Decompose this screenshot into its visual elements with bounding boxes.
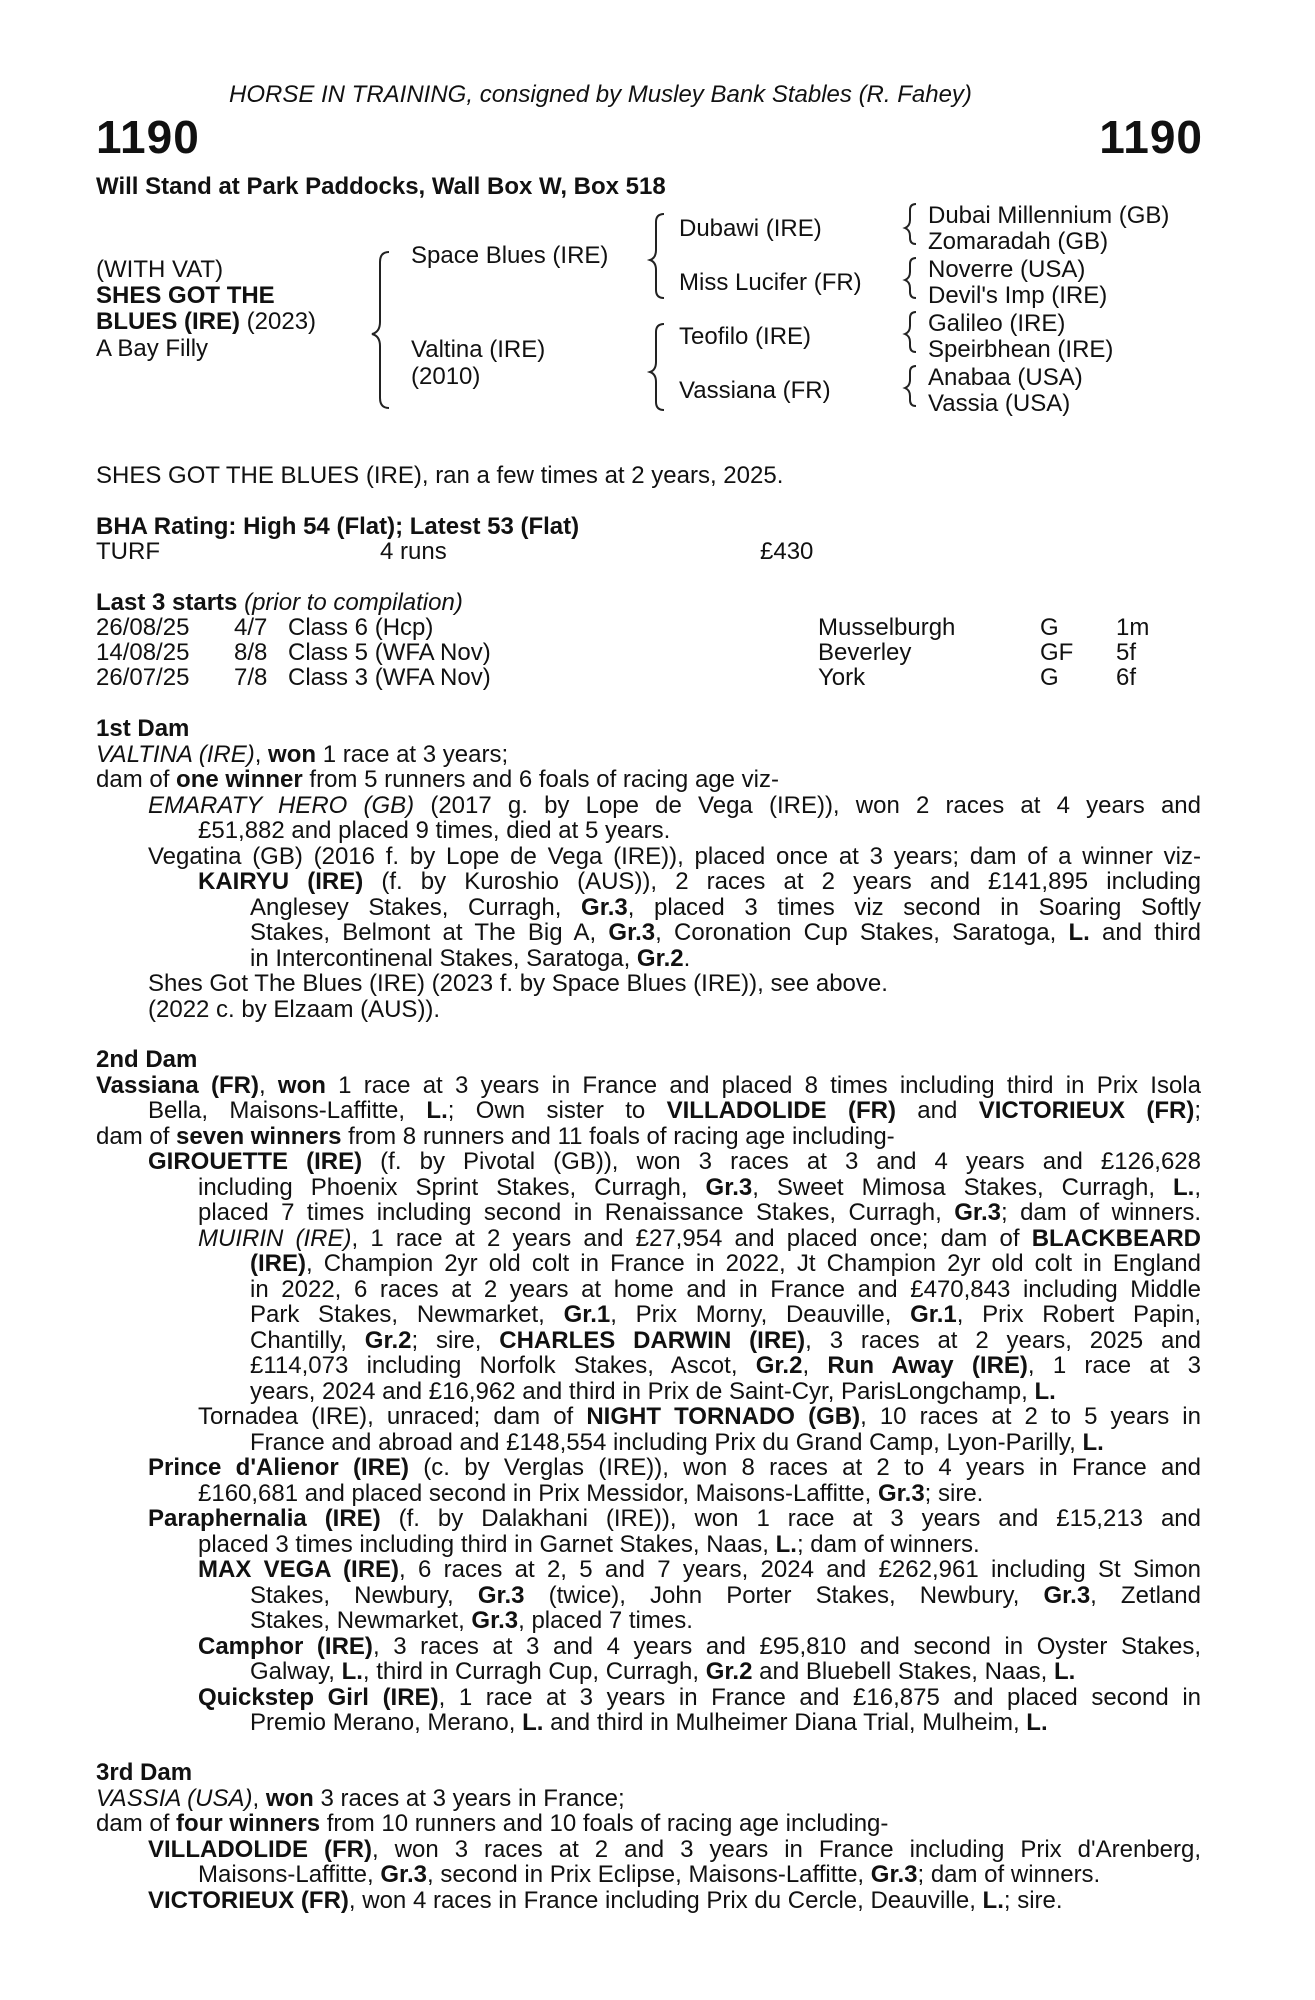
- grade: L.: [982, 1886, 1004, 1914]
- text: Park Stakes, Newmarket,: [250, 1301, 564, 1328]
- progeny-name: CHARLES DARWIN (IRE): [499, 1326, 806, 1354]
- text: Maisons-Laffitte,: [198, 1861, 381, 1888]
- progeny-name: VICTORIEUX (FR): [148, 1886, 349, 1914]
- text: ; dam of winners.: [1000, 1199, 1202, 1226]
- last-starts-title: Last 3 starts: [96, 589, 238, 616]
- text: Tornadea (IRE), unraced; dam of: [198, 1403, 587, 1430]
- text: Premio Merano, Merano,: [250, 1709, 523, 1736]
- quickstep-line1: [96, 1685, 1201, 1711]
- dam-record: 1 race at 3 years;: [316, 740, 509, 768]
- text: including Phoenix Sprint Stakes, Curragh,: [198, 1173, 706, 1201]
- text: , placed 3 times viz second in Soaring Softly: [627, 893, 1201, 921]
- start-going: GF: [1040, 639, 1074, 666]
- pedigree-dam-year: (2010): [411, 363, 481, 390]
- girouette-line3: [96, 1200, 1201, 1226]
- text: from 5 runners and 6 foals of racing age viz-: [302, 766, 779, 793]
- text: ; dam of winners.: [796, 1530, 980, 1558]
- grade: Gr.3: [1043, 1581, 1091, 1609]
- third-dam-heading: 3rd Dam: [96, 1759, 193, 1786]
- prince-line1: [96, 1455, 1201, 1481]
- text: , third in Curragh Cup, Curragh,: [362, 1658, 706, 1685]
- text: , 3 races at 2 years, 2025 and: [805, 1326, 1202, 1354]
- pedigree-dam-dam: Vassiana (FR): [679, 377, 831, 404]
- pedigree-ggp-6: Speirbhean (IRE): [928, 336, 1114, 363]
- start-row-3: [96, 665, 1206, 691]
- pedigree-dam: Valtina (IRE): [411, 336, 546, 363]
- victorieux-line1: [96, 1888, 1201, 1914]
- text: , 10 races at 2 to 5 years in: [860, 1403, 1201, 1430]
- emaraty-line2: £51,882 and placed 9 times, died at 5 years.: [198, 817, 671, 844]
- text: , placed 7 times.: [518, 1607, 693, 1634]
- vassia-line2: [96, 1811, 1201, 1837]
- grade: Gr.1: [563, 1301, 611, 1328]
- text: (f. by Dalakhani (IRE)), won 1 race at 3 years and £15,213 and: [380, 1505, 1201, 1532]
- grade: L.: [1026, 1709, 1048, 1736]
- text: placed 7 times including second in Renaissance Stakes, Curragh,: [198, 1199, 955, 1226]
- text: ,: [1194, 1173, 1201, 1201]
- progeny-name: MAX VEGA (IRE): [198, 1556, 400, 1583]
- start-course: Musselburgh: [818, 614, 956, 641]
- text: Chantilly,: [250, 1326, 365, 1354]
- progeny-name: Quickstep Girl (IRE): [198, 1683, 439, 1711]
- rating-runs: 4 runs: [380, 538, 447, 565]
- paraphernalia-line1: [96, 1506, 1201, 1532]
- bha-rating: BHA Rating: High 54 (Flat); Latest 53 (Flat): [96, 513, 580, 540]
- horse-year: (2023): [240, 308, 317, 335]
- text: and: [895, 1097, 979, 1124]
- vassiana-line1: [96, 1073, 1201, 1099]
- paraphernalia-line2: [96, 1532, 1201, 1558]
- pedigree-sire-sire: Dubawi (IRE): [679, 215, 822, 242]
- text: dam of: [96, 1810, 177, 1837]
- grade: Gr.3: [581, 893, 628, 921]
- girouette-line1: [96, 1149, 1201, 1175]
- text: dam of: [96, 766, 177, 793]
- pedigree-sire: Space Blues (IRE): [411, 242, 609, 269]
- text: from 8 runners and 11 foals of racing age including-: [341, 1122, 895, 1150]
- tornadea-line2: [96, 1430, 1201, 1456]
- emaraty-line1: [96, 793, 1201, 819]
- progeny-name: NIGHT TORNADO (GB): [586, 1403, 861, 1430]
- vassiana-line3: [96, 1124, 1201, 1150]
- vassiana-line2: [96, 1098, 1201, 1124]
- winners-count: one winner: [176, 766, 303, 793]
- text: Stakes, Belmont at The Big A,: [250, 919, 609, 946]
- horse-name-part2: BLUES (IRE): [96, 308, 240, 335]
- text: Anglesey Stakes, Curragh,: [250, 893, 582, 921]
- sibling-name: VILLADOLIDE (FR): [666, 1097, 896, 1124]
- text: , Prix Robert Papin,: [956, 1301, 1202, 1328]
- text: ,: [252, 1784, 266, 1812]
- text: Bella, Maisons-Laffitte,: [148, 1097, 427, 1124]
- grade: L.: [1053, 1658, 1076, 1685]
- grade: Gr.1: [910, 1301, 957, 1328]
- kairyu-line3: [96, 920, 1201, 946]
- grade: L.: [1173, 1173, 1195, 1201]
- pedigree-ggp-8: Vassia (USA): [928, 390, 1071, 417]
- maxvega-line2: [96, 1583, 1201, 1609]
- muirin-line3: in 2022, 6 races at 2 years at home and in France and £470,843 including Middle: [250, 1275, 1201, 1303]
- start-class: Class 3 (WFA Nov): [288, 664, 491, 691]
- sep: ,: [258, 1071, 278, 1099]
- grade: Gr.3: [877, 1479, 925, 1507]
- camphor-line1: [96, 1634, 1201, 1660]
- text: ; Own sister to: [447, 1097, 667, 1124]
- muirin-line5: [96, 1328, 1201, 1354]
- lot-number-right: 1190: [1099, 111, 1203, 163]
- progeny-name: Prince d'Alienor (IRE): [148, 1454, 409, 1481]
- text: dam of: [96, 1122, 177, 1150]
- kairyu-line1: [96, 869, 1201, 895]
- grade: Gr.3: [954, 1199, 1001, 1226]
- text: £114,073 including Norfolk Stakes, Ascot,: [250, 1352, 756, 1379]
- text: Stakes, Newbury,: [250, 1581, 478, 1609]
- pedigree-ggp-5: Galileo (IRE): [928, 310, 1066, 337]
- grade: L.: [341, 1658, 363, 1685]
- start-date: 26/08/25: [96, 614, 190, 641]
- winners-count: seven winners: [176, 1122, 342, 1150]
- text: from 10 runners and 10 foals of racing age including-: [320, 1810, 889, 1837]
- pedigree-ggp-2: Zomaradah (GB): [928, 228, 1109, 255]
- grade: L.: [1082, 1428, 1104, 1456]
- pedigree-ggp-3: Noverre (USA): [928, 256, 1086, 283]
- first-dam-line1: [96, 742, 1201, 768]
- text: ; sire.: [1003, 1886, 1063, 1914]
- start-distance: 5f: [1116, 639, 1137, 666]
- grade: Gr.3: [471, 1607, 519, 1634]
- first-dam-line2: [96, 767, 1201, 793]
- grade: Gr.3: [705, 1173, 753, 1201]
- dam-name: Vassiana (FR): [96, 1071, 259, 1099]
- grade: L.: [1068, 919, 1090, 946]
- grade: Gr.3: [477, 1581, 525, 1609]
- first-dam-section: [96, 716, 1201, 1022]
- start-class: Class 5 (WFA Nov): [288, 639, 491, 666]
- prince-line2: [96, 1481, 1201, 1507]
- start-position: 4/7: [234, 614, 268, 641]
- text: , 1 race at 3: [1027, 1352, 1201, 1379]
- text: 3 races at 3 years in France;: [313, 1784, 625, 1812]
- first-dam-heading: 1st Dam: [96, 715, 190, 742]
- grade: L.: [1034, 1377, 1056, 1405]
- text: , 1 race at 3 years in France and £16,875 and placed second in: [438, 1683, 1201, 1711]
- muirin-line4: [96, 1302, 1201, 1328]
- progeny-name: MUIRIN (IRE): [198, 1224, 352, 1252]
- text: , Champion 2yr old colt in France in 2022, Jt Champion 2yr old colt in England: [306, 1250, 1201, 1277]
- camphor-line2: [96, 1659, 1201, 1685]
- last-starts-heading: [96, 590, 463, 616]
- text: ;: [1194, 1097, 1201, 1124]
- vassia-line1: [96, 1786, 1201, 1812]
- last-starts-note: (prior to compilation): [237, 589, 463, 616]
- text: (f. by Pivotal (GB)), won 3 races at 3 and 4 years and £126,628: [362, 1148, 1202, 1175]
- sibling-name: VICTORIEUX (FR): [978, 1097, 1195, 1124]
- suffix: (IRE): [250, 1250, 306, 1277]
- pedigree-ggp-1: Dubai Millennium (GB): [928, 202, 1170, 229]
- sep: ,: [254, 740, 269, 768]
- dam-name: VASSIA (USA): [96, 1784, 253, 1812]
- won-label: won: [268, 740, 317, 768]
- pedigree-ggp-7: Anabaa (USA): [928, 364, 1083, 391]
- start-date: 26/07/25: [96, 664, 190, 691]
- third-dam-section: [96, 1760, 1201, 1913]
- text: , Zetland: [1090, 1581, 1201, 1609]
- text: (f. by Kuroshio (AUS)), 2 races at 2 years and £141,895 including: [363, 868, 1201, 895]
- muirin-line1: [96, 1226, 1201, 1252]
- text: and third: [1089, 919, 1201, 946]
- text: £160,681 and placed second in Prix Messidor, Maisons-Laffitte,: [198, 1479, 878, 1507]
- text: , won 4 races in France including Prix du Cercle, Deauville,: [348, 1886, 983, 1914]
- text: Stakes, Newmarket,: [250, 1607, 472, 1634]
- text: , Sweet Mimosa Stakes, Curragh,: [752, 1173, 1173, 1201]
- start-course: Beverley: [818, 639, 912, 666]
- text: and Bluebell Stakes, Naas,: [752, 1658, 1054, 1685]
- horse-name-line1: SHES GOT THE: [96, 282, 275, 309]
- maxvega-line1: [96, 1557, 1201, 1583]
- text: France and abroad and £148,554 including Prix du Grand Camp, Lyon-Parilly,: [250, 1428, 1083, 1456]
- quickstep-line2: [96, 1710, 1201, 1736]
- grade: L.: [775, 1530, 797, 1558]
- villadolide-line1: [96, 1837, 1201, 1863]
- text: 1 race at 3 years in France and placed 8 times including third in Prix Isola: [325, 1071, 1201, 1099]
- dam-name: VALTINA (IRE): [96, 740, 255, 768]
- grade: Gr.2: [705, 1658, 753, 1685]
- text: and third in Mulheimer Diana Trial, Mulheim,: [543, 1709, 1027, 1736]
- start-row-1: [96, 615, 1206, 641]
- start-position: 7/8: [234, 664, 268, 691]
- text: , won 3 races at 2 and 3 years in France including Prix d'Arenberg,: [371, 1835, 1202, 1863]
- horse-description: A Bay Filly: [96, 335, 209, 362]
- grade: Gr.2: [364, 1326, 412, 1354]
- elzaam-colt-line: (2022 c. by Elzaam (AUS)).: [148, 995, 441, 1023]
- text: ; dam of winners.: [917, 1861, 1101, 1888]
- text: .: [683, 944, 691, 972]
- text: , 1 race at 2 years and £27,954 and placed once; dam of: [351, 1224, 1032, 1252]
- start-class: Class 6 (Hcp): [288, 614, 434, 641]
- shes-got-line: Shes Got The Blues (IRE) (2023 f. by Space Blues (IRE)), see above.: [148, 970, 888, 997]
- text: ,: [802, 1352, 828, 1379]
- pedigree-ggp-4: Devil's Imp (IRE): [928, 282, 1108, 309]
- grade: Gr.2: [755, 1352, 803, 1379]
- progeny-name: EMARATY HERO (GB): [148, 791, 415, 819]
- kairyu-line4: [96, 946, 1201, 972]
- tornadea-line1: [96, 1404, 1201, 1430]
- muirin-line2: [96, 1251, 1201, 1277]
- villadolide-line2: [96, 1862, 1201, 1888]
- pedigree-sire-dam: Miss Lucifer (FR): [679, 269, 862, 296]
- progeny-name: Paraphernalia (IRE): [148, 1505, 381, 1532]
- start-row-2: [96, 640, 1206, 666]
- grade: Gr.3: [608, 919, 656, 946]
- winners-count: four winners: [176, 1810, 321, 1837]
- second-dam-section: [96, 1047, 1201, 1736]
- stable-location: Will Stand at Park Paddocks, Wall Box W, Box 518: [96, 173, 666, 200]
- grade: Gr.3: [380, 1861, 428, 1888]
- start-going: G: [1040, 614, 1059, 641]
- progeny-name: Camphor (IRE): [198, 1632, 373, 1660]
- start-date: 14/08/25: [96, 639, 190, 666]
- text: Galway,: [250, 1658, 342, 1685]
- text: (c. by Verglas (IRE)), won 8 races at 2 to 4 years in France and: [409, 1454, 1201, 1481]
- kairyu-line2: [96, 895, 1201, 921]
- text: , 3 races at 3 and 4 years and £95,810 and second in Oyster Stakes,: [372, 1632, 1202, 1660]
- muirin-line7: [96, 1379, 1201, 1405]
- text: (2017 g. by Lope de Vega (IRE)), won 2 races at 4 years and: [414, 791, 1201, 819]
- progeny-name: VILLADOLIDE (FR): [148, 1835, 372, 1863]
- start-position: 8/8: [234, 639, 268, 666]
- start-distance: 1m: [1116, 614, 1150, 641]
- rating-surface: TURF: [96, 538, 160, 565]
- rating-earnings: £430: [760, 538, 814, 565]
- vat-note: (WITH VAT): [96, 256, 224, 283]
- vegatina-line: Vegatina (GB) (2016 f. by Lope de Vega (IRE)), placed once at 3 years; dam of a winner viz-: [148, 842, 1201, 870]
- grade: L.: [522, 1709, 544, 1736]
- grade: L.: [426, 1097, 448, 1124]
- pedigree-dam-sire: Teofilo (IRE): [679, 323, 812, 350]
- text: ; sire.: [924, 1479, 984, 1507]
- text: in Intercontinenal Stakes, Saratoga,: [250, 944, 637, 972]
- race-summary: SHES GOT THE BLUES (IRE), ran a few times at 2 years, 2025.: [96, 462, 784, 489]
- grade: Gr.3: [870, 1861, 918, 1888]
- girouette-line2: [96, 1175, 1201, 1201]
- progeny-name: BLACKBEARD: [1031, 1224, 1202, 1252]
- text: , second in Prix Eclipse, Maisons-Laffitte,: [427, 1861, 871, 1888]
- start-distance: 6f: [1116, 664, 1137, 691]
- text: placed 3 times including third in Garnet Stakes, Naas,: [198, 1530, 776, 1558]
- grade: Gr.2: [636, 944, 684, 972]
- text: , Prix Morny, Deauville,: [610, 1301, 911, 1328]
- second-dam-heading: 2nd Dam: [96, 1046, 198, 1073]
- lot-number-left: 1190: [96, 111, 200, 163]
- start-course: York: [818, 664, 866, 691]
- text: , Coronation Cup Stakes, Saratoga,: [655, 919, 1069, 946]
- maxvega-line3: [96, 1608, 1201, 1634]
- won-label: won: [277, 1071, 326, 1099]
- text: ; sire,: [411, 1326, 500, 1354]
- progeny-name: GIROUETTE (IRE): [148, 1148, 363, 1175]
- text: years, 2024 and £16,962 and third in Prix de Saint-Cyr, ParisLongchamp,: [250, 1377, 1035, 1405]
- consignor-line: HORSE IN TRAINING, consigned by Musley Bank Stables (R. Fahey): [229, 81, 972, 108]
- progeny-name: KAIRYU (IRE): [198, 868, 364, 895]
- text: (twice), John Porter Stakes, Newbury,: [524, 1581, 1044, 1609]
- text: , 6 races at 2, 5 and 7 years, 2024 and £262,961 including St Simon: [399, 1556, 1201, 1583]
- progeny-name: Run Away (IRE): [827, 1352, 1028, 1379]
- start-going: G: [1040, 664, 1059, 691]
- muirin-line6: [96, 1353, 1201, 1379]
- won-label: won: [265, 1784, 314, 1812]
